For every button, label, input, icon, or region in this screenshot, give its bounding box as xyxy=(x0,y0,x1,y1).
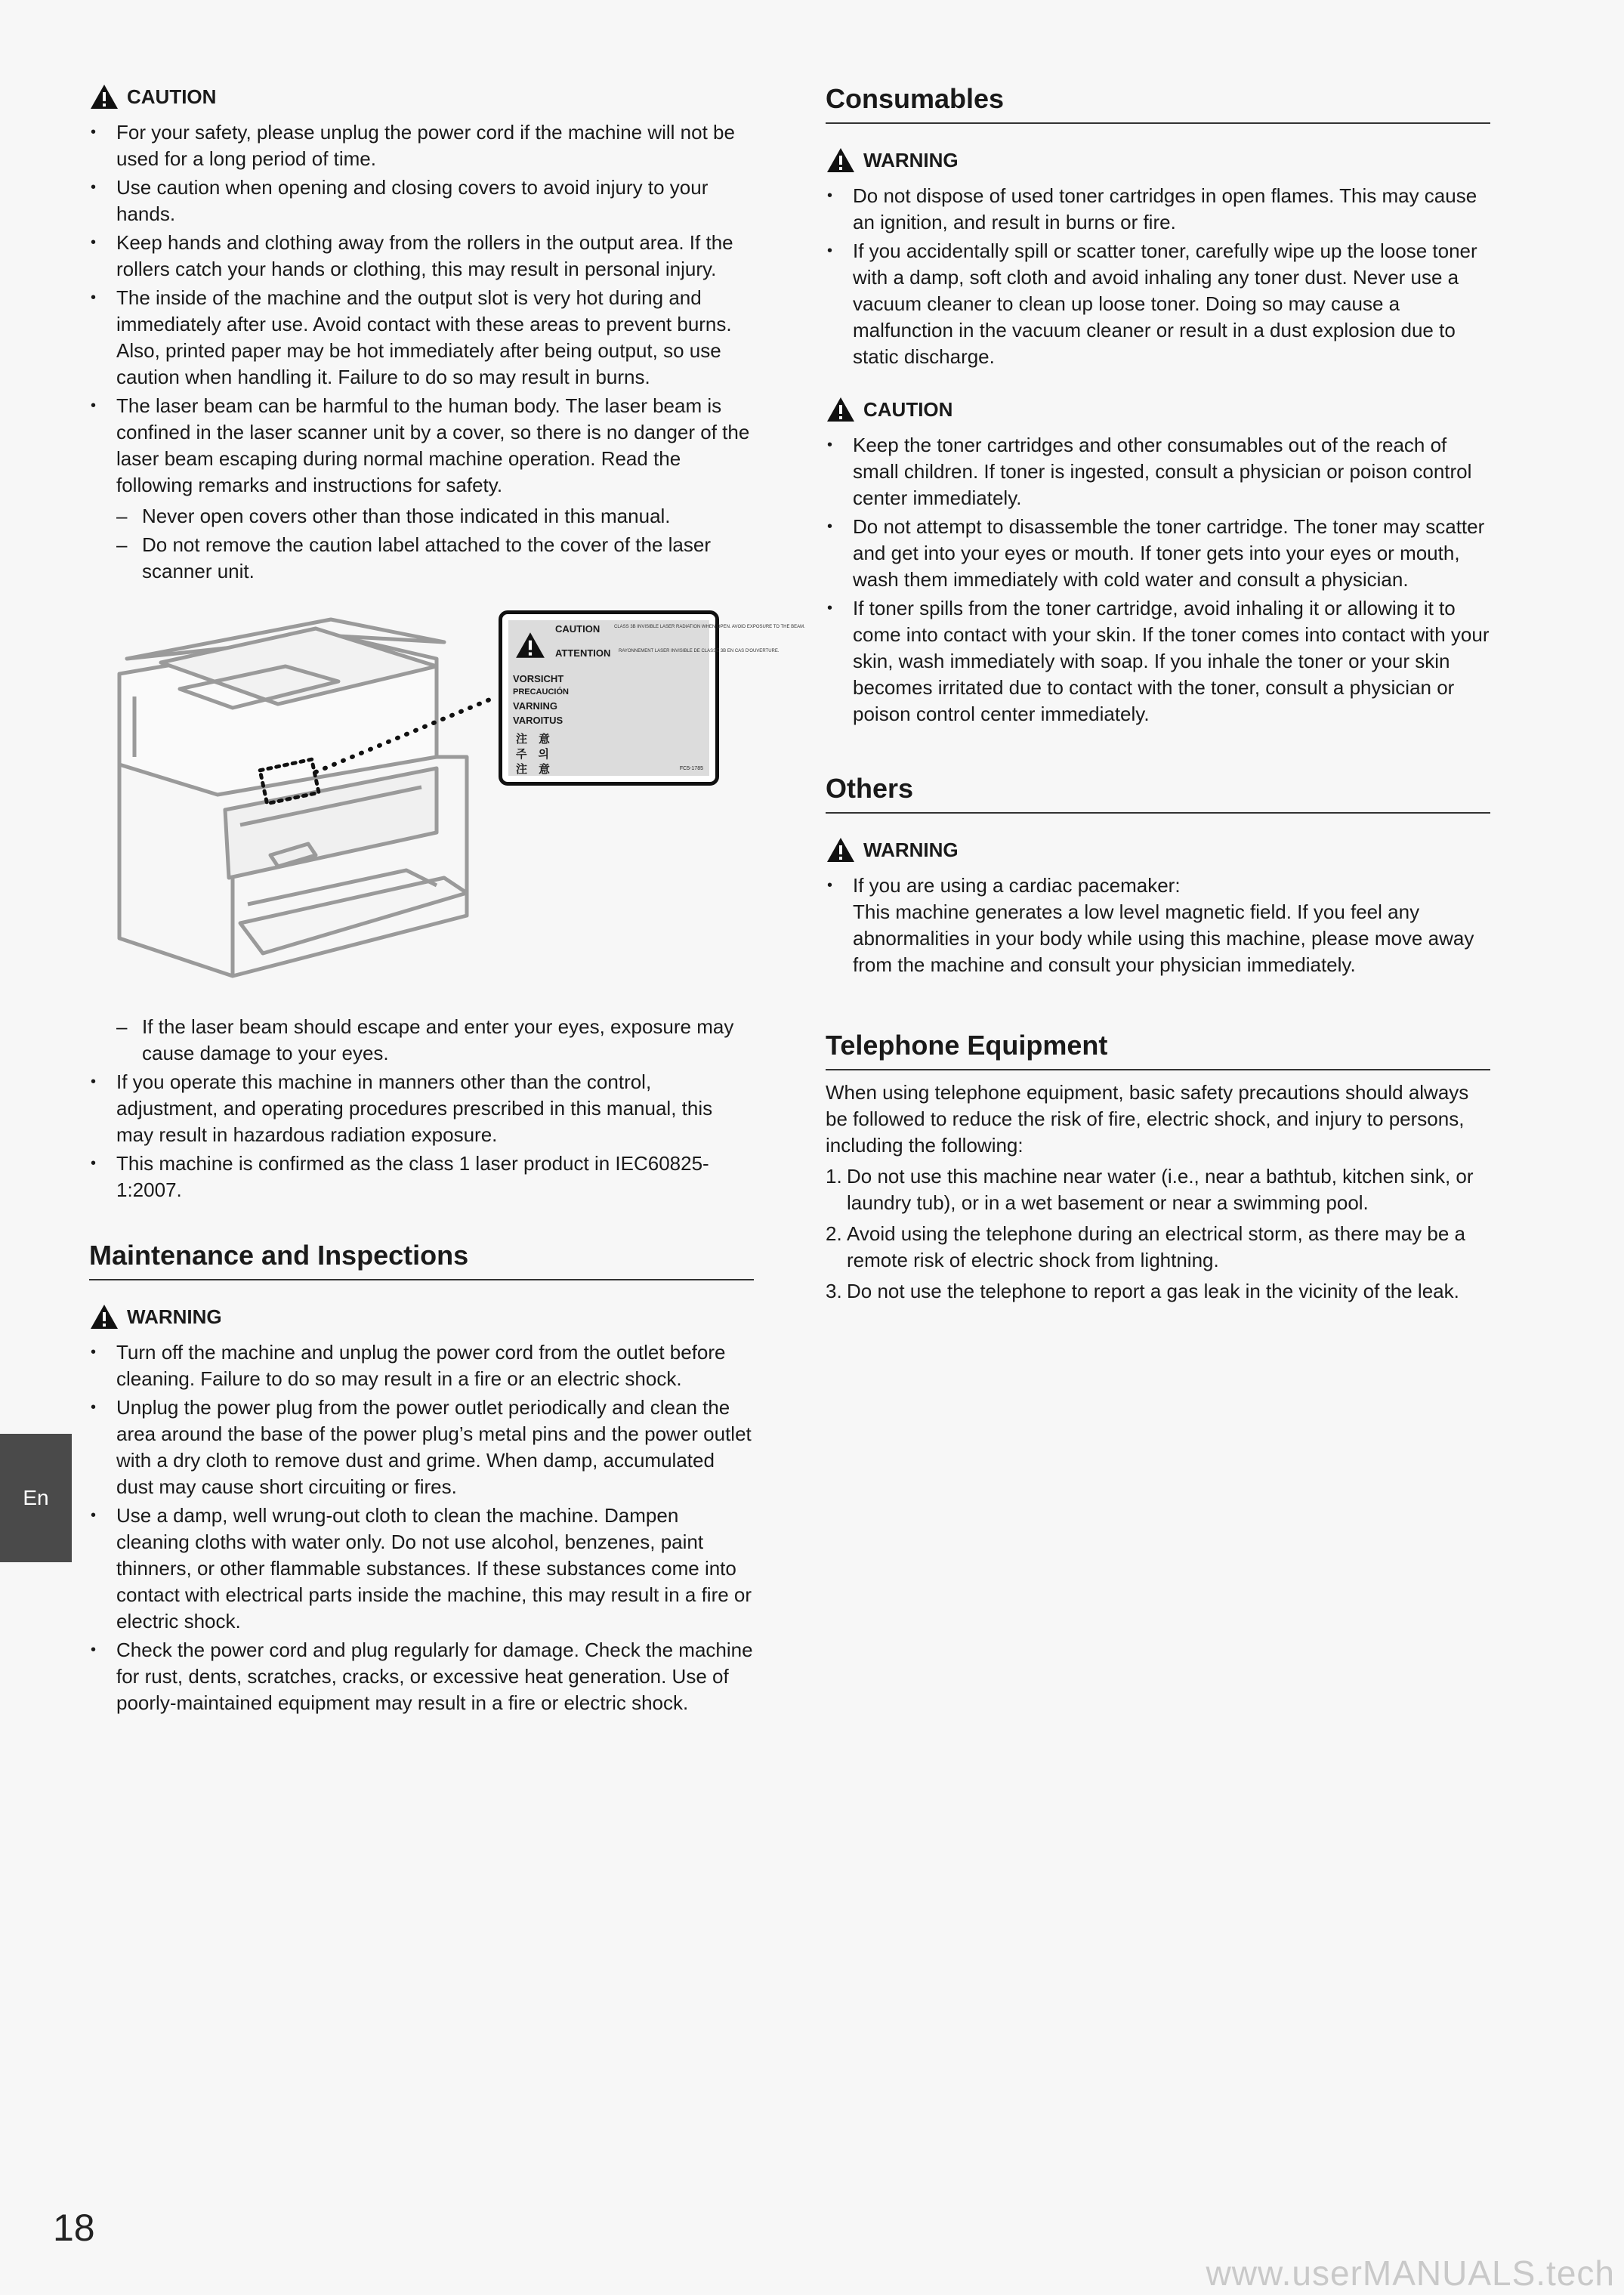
list-item: • Turn off the machine and unplug the power cord from the outlet before cleaning. Failure to do so may result in a fire or an electric shock. xyxy=(89,1339,754,1392)
warning-heading-label: WARNING xyxy=(127,1305,222,1328)
list-item: • Do not dispose of used toner cartridges in open flames. This may cause an ignition, and result in burns or fire. xyxy=(826,183,1490,236)
label-fine-attention: RAYONNEMENT LASER INVISIBLE DE CLASSE 3B EN CAS D'OUVERTURE. xyxy=(619,649,780,653)
warning-triangle-icon xyxy=(826,147,856,174)
list-item: • Check the power cord and plug regularly for damage. Check the machine for rust, dents, scratches, cracks, or excessive heat generation. Use of poorly-maintained equipment may result in a fire or electric shock. xyxy=(89,1637,754,1716)
right-column xyxy=(826,83,1490,1309)
telephone-intro: When using telephone equipment, basic safety precautions should always be followed to reduce the risk of fire, electric shock, and injury to persons, including the following: xyxy=(826,1081,1469,1157)
warning-triangle-icon xyxy=(826,396,856,423)
sub-list-item: – Do not remove the caution label attached to the cover of the laser scanner unit. xyxy=(116,532,754,585)
item-number: 2. xyxy=(826,1222,842,1245)
list-item-text: The laser beam can be harmful to the human body. The laser beam is confined in the laser scanner unit by a cover, so there is no danger of the laser beam escaping during normal machine operation. Read the following remarks and instructions for safety. xyxy=(116,394,750,496)
warning-heading-label: WARNING xyxy=(863,838,959,861)
caution-heading-label: CAUTION xyxy=(127,85,217,108)
laser-sub-list-continued xyxy=(89,1014,754,1067)
list-item: • For your safety, please unplug the power cord if the machine will not be used for a long period of time. xyxy=(89,119,754,172)
label-zh: 注 意 xyxy=(516,733,551,746)
maintenance-warning-heading xyxy=(89,1303,754,1330)
consumables-warning-heading xyxy=(826,147,1490,174)
list-item: • The inside of the machine and the output slot is very hot during and immediately after use. Avoid contact with these areas to prevent burns. Also, printed paper may be hot immediately after being output, so use caution when handling it. Failure to do so may result in burns. xyxy=(89,285,754,391)
list-item: • Keep hands and clothing away from the rollers in the output area. If the rollers catch your hands or clothing, this may result in personal injury. xyxy=(89,230,754,283)
label-vorsicht: VORSICHT xyxy=(513,673,564,684)
caution-heading xyxy=(89,83,754,110)
consumables-title: Consumables xyxy=(826,83,1490,124)
telephone-title: Telephone Equipment xyxy=(826,1030,1490,1070)
numbered-item xyxy=(826,1278,1490,1305)
laser-warning-icon xyxy=(514,631,546,659)
warning-triangle-icon xyxy=(89,83,119,110)
warning-triangle-icon xyxy=(89,1303,119,1330)
list-item: • Unplug the power plug from the power outlet periodically and clean the area around the base of the power plug’s metal pins and the power outlet with a dry cloth to remove dust and grime. When damp, accumulated dust may cause short circuiting or fires. xyxy=(89,1395,754,1500)
caution-list xyxy=(89,119,754,585)
item-text: Do not use the telephone to report a gas leak in the vicinity of the leak. xyxy=(847,1280,1459,1302)
list-item xyxy=(89,393,754,585)
pacemaker-lead: • If you are using a cardiac pacemaker: xyxy=(853,874,1181,897)
label-attention: ATTENTION xyxy=(555,647,611,659)
laser-sub-list xyxy=(116,503,754,585)
telephone-list xyxy=(826,1163,1490,1305)
sub-list-item: – Never open covers other than those indicated in this manual. xyxy=(116,503,754,530)
maintenance-list xyxy=(89,1339,754,1716)
others-list xyxy=(826,873,1490,978)
list-item: • Use a damp, well wrung-out cloth to clean the machine. Dampen cleaning cloths with water only. Do not use alcohol, benzenes, paint thinners, or other flammable substances. If these substances come into contact with electrical parts inside the machine, this may result in a fire or electric shock. xyxy=(89,1503,754,1635)
list-item: • If you operate this machine in manners other than the control, adjustment, and operating procedures prescribed in this manual, this may result in hazardous radiation exposure. xyxy=(89,1069,754,1148)
left-column xyxy=(89,83,805,1719)
item-number: 3. xyxy=(826,1280,842,1302)
label-varoitus: VAROITUS xyxy=(513,715,563,726)
watermark: www.userMANUALS.tech xyxy=(1206,2253,1615,2293)
numbered-item xyxy=(826,1163,1490,1216)
label-code: FC5-1785 xyxy=(679,766,703,771)
label-ko: 주 의 xyxy=(516,748,549,761)
consumables-warning-list xyxy=(826,183,1490,370)
sub-list-item: – If the laser beam should escape and enter your eyes, exposure may cause damage to your eyes. xyxy=(116,1014,754,1067)
list-item: • Do not attempt to disassemble the toner cartridge. The toner may scatter and get into your eyes or mouth. If toner gets into your eyes or mouth, wash them immediately with cold water and consult a physician. xyxy=(826,514,1490,593)
language-tab: En xyxy=(0,1434,72,1562)
label-ja: 注 意 xyxy=(516,763,551,776)
consumables-caution-heading xyxy=(826,396,1490,423)
others-title: Others xyxy=(826,773,1490,814)
label-varning: VARNING xyxy=(513,700,557,712)
printer-label-figure xyxy=(89,606,805,991)
label-fine-caution: CLASS 3B INVISIBLE LASER RADIATION WHEN OPEN. AVOID EXPOSURE TO THE BEAM. xyxy=(614,625,805,629)
caution-list-continued xyxy=(89,1069,754,1203)
pacemaker-body: This machine generates a low level magnetic field. If you feel any abnormalities in your body while using this machine, please move away from the machine and consult your physician immediately. xyxy=(853,900,1474,976)
caution-heading-label: CAUTION xyxy=(863,397,953,421)
warning-triangle-icon xyxy=(826,836,856,863)
page-number: 18 xyxy=(53,2207,95,2249)
warning-heading-label: WARNING xyxy=(863,148,959,171)
maintenance-title: Maintenance and Inspections xyxy=(89,1240,754,1280)
caution-label xyxy=(499,610,805,786)
item-text: Avoid using the telephone during an electrical storm, as there may be a remote risk of electric shock from lightning. xyxy=(847,1222,1465,1271)
consumables-caution-list xyxy=(826,432,1490,727)
list-item: • This machine is confirmed as the class 1 laser product in IEC60825-1:2007. xyxy=(89,1151,754,1203)
list-item: • If toner spills from the toner cartridge, avoid inhaling it or allowing it to come into contact with your skin. If the toner comes into contact with your skin, wash immediately with soap. If you inhale the toner or your skin becomes irritated due to contact with the toner, consult a physician or poison control center immediately. xyxy=(826,595,1490,727)
others-warning-heading xyxy=(826,836,1490,863)
label-precaucion: PRECAUCIÓN xyxy=(513,687,569,697)
item-number: 1. xyxy=(826,1165,842,1188)
list-item xyxy=(826,873,1490,978)
numbered-item xyxy=(826,1221,1490,1274)
item-text: Do not use this machine near water (i.e., near a bathtub, kitchen sink, or laundry tub), or in a wet basement or near a swimming pool. xyxy=(847,1165,1474,1214)
list-item: • Use caution when opening and closing covers to avoid injury to your hands. xyxy=(89,175,754,227)
label-caution: CAUTION xyxy=(555,623,601,635)
list-item: • Keep the toner cartridges and other consumables out of the reach of small children. If toner is ingested, consult a physician or poison control center immediately. xyxy=(826,432,1490,511)
list-item: • If you accidentally spill or scatter toner, carefully wipe up the loose toner with a damp, soft cloth and avoid inhaling any toner dust. Never use a vacuum cleaner to clean up loose toner. Doing so may cause a malfunction in the vacuum cleaner or result in a dust explosion due to static discharge. xyxy=(826,238,1490,370)
